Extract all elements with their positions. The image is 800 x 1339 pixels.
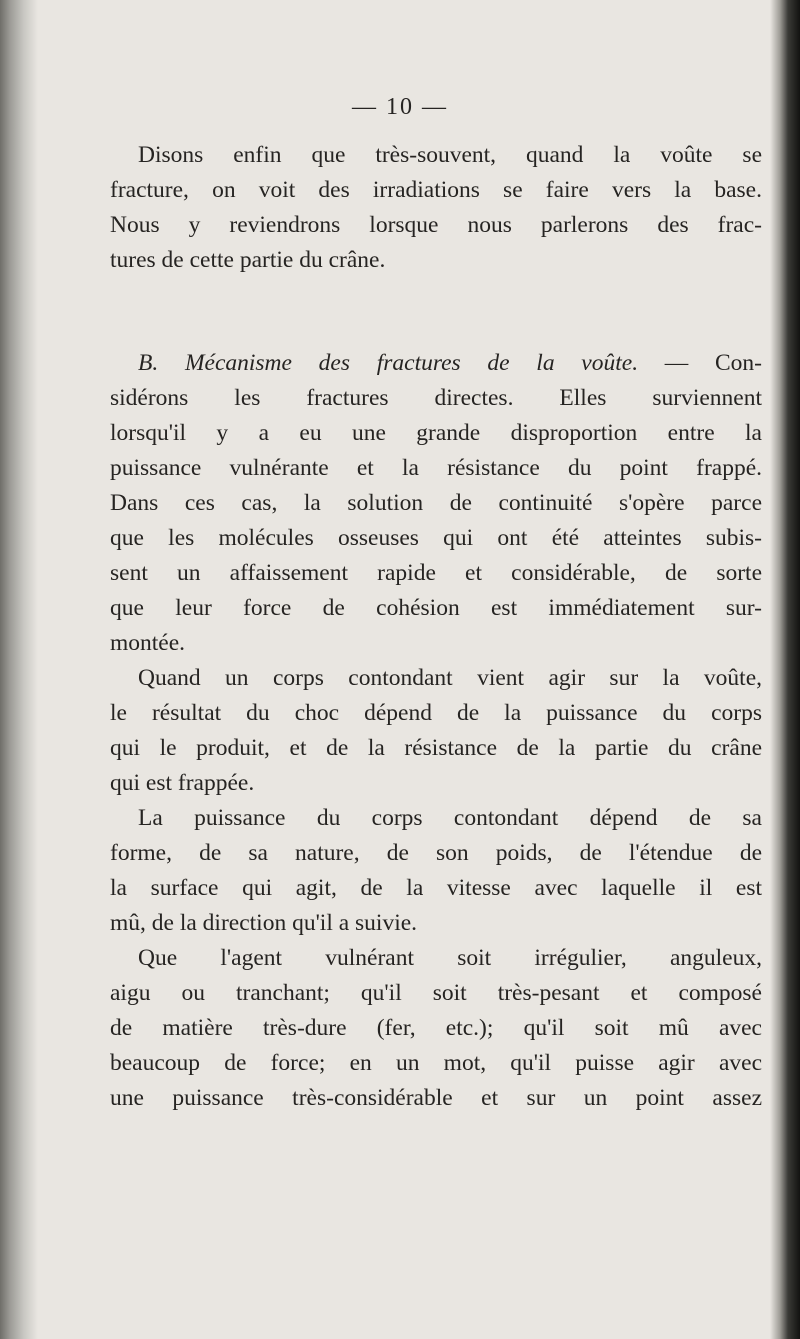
text-line-tail: — Con- (638, 350, 763, 376)
paragraph-puissance (110, 801, 762, 941)
page-number: — 10 — (352, 94, 448, 120)
text-line: tures de cette partie du crâne. (110, 247, 386, 273)
text-line: sent un affaissement rapide et considérable, de sorte (110, 560, 762, 586)
text-line: le résultat du choc dépend de la puissance du corps (110, 700, 762, 726)
text-line: que les molécules osseuses qui ont été atteintes subis- (110, 525, 762, 551)
text-line: Que l'agent vulnérant soit irrégulier, anguleux, (138, 945, 762, 971)
paragraph-corps-contondant (110, 661, 762, 801)
text-line: La puissance du corps contondant dépend de sa (138, 805, 762, 831)
page-body (110, 138, 762, 1116)
text-line: aigu ou tranchant; qu'il soit très-pesant et composé (110, 980, 762, 1006)
book-binding-edge (770, 0, 800, 1339)
section-gap (110, 278, 762, 346)
text-line: montée. (110, 630, 186, 656)
text-line: qui le produit, et de la résistance de la partie du crâne (110, 735, 762, 761)
text-line: la surface qui agit, de la vitesse avec laquelle il est (110, 875, 762, 901)
text-line: Disons enfin que très-souvent, quand la voûte se (138, 142, 762, 168)
text-line: fracture, on voit des irradiations se faire vers la base. (110, 177, 762, 203)
text-line: Quand un corps contondant vient agir sur la voûte, (138, 665, 762, 691)
text-line: sidérons les fractures directes. Elles surviennent (110, 385, 762, 411)
text-line: mû, de la direction qu'il a suivie. (110, 910, 418, 936)
text-line: que leur force de cohésion est immédiatement sur- (110, 595, 762, 621)
paragraph-agent-vulnerant (110, 941, 762, 1116)
section-heading: B. Mécanisme des fractures de la voûte. (138, 350, 639, 376)
paragraph-mecanisme (110, 346, 762, 661)
scan-left-margin (0, 0, 38, 1339)
text-line: forme, de sa nature, de son poids, de l'étendue de (110, 840, 762, 866)
text-line: de matière très-dure (fer, etc.); qu'il soit mû avec (110, 1015, 762, 1041)
text-line: Dans ces cas, la solution de continuité s'opère parce (110, 490, 762, 516)
text-line: puissance vulnérante et la résistance du point frappé. (110, 455, 762, 481)
text-line: qui est frappée. (110, 770, 255, 796)
text-line: Nous y reviendrons lorsque nous parlerons des frac- (110, 212, 762, 238)
paragraph-irradiations (110, 138, 762, 278)
text-line: beaucoup de force; en un mot, qu'il puisse agir avec (110, 1050, 762, 1076)
text-line: une puissance très-considérable et sur un point assez (110, 1085, 762, 1111)
text-line (110, 346, 762, 381)
text-line: lorsqu'il y a eu une grande disproportion entre la (110, 420, 762, 446)
